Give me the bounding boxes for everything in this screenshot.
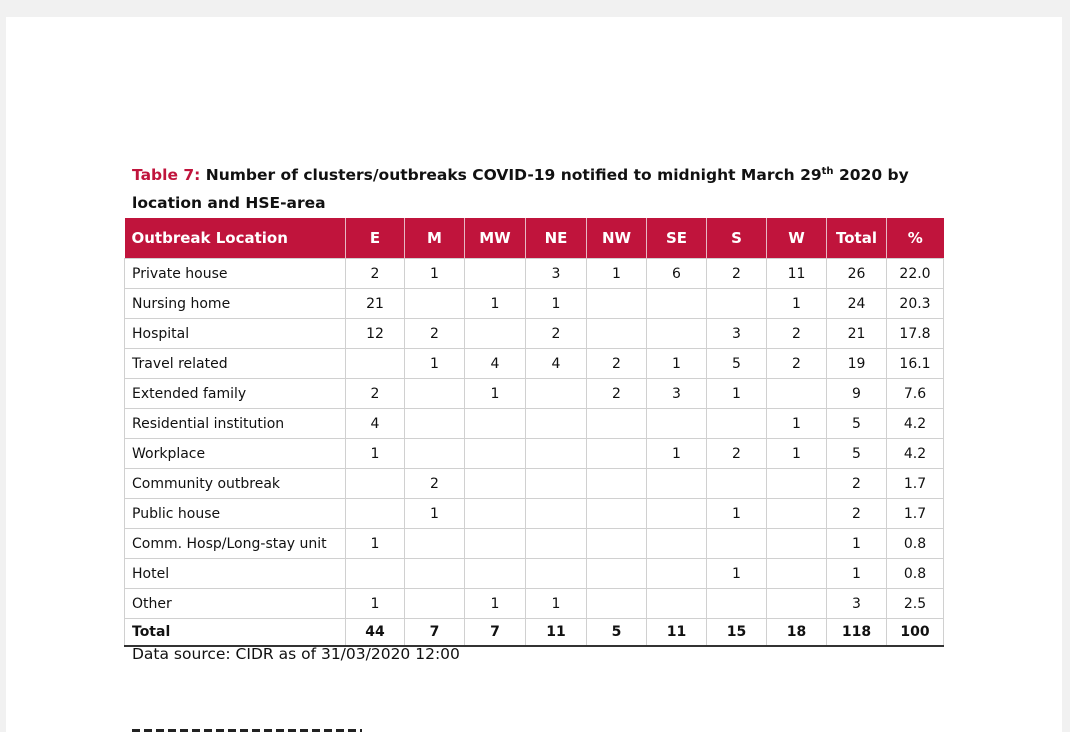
table-cell [405,379,465,409]
table-row [125,289,944,319]
table-cell [647,409,707,439]
table-caption [132,161,952,217]
table-cell: 1 [405,349,465,379]
total-cell: 18 [767,619,827,647]
table-header [125,218,944,259]
table-cell: 2 [346,379,405,409]
table-cell: 2 [707,259,767,289]
table-cell [587,559,647,589]
table-cell: 3 [526,259,587,289]
table-cell: 5 [827,439,887,469]
next-section-heading-partial [132,726,362,732]
table-cell: 1 [767,409,827,439]
row-label: Hospital [125,319,346,349]
total-row [125,619,944,647]
table-cell: 1 [405,499,465,529]
table-cell: 4.2 [887,439,944,469]
table-row [125,319,944,349]
table-cell: 4.2 [887,409,944,439]
table-cell: 1 [767,439,827,469]
table-cell [405,439,465,469]
table-cell: 1 [346,529,405,559]
table-cell: 3 [707,319,767,349]
table-cell [767,559,827,589]
table-cell [405,589,465,619]
table-cell: 2 [346,259,405,289]
table-row [125,439,944,469]
column-header: % [887,218,944,259]
row-label: Workplace [125,439,346,469]
column-header: NW [587,218,647,259]
total-cell: 118 [827,619,887,647]
column-header: Outbreak Location [125,218,346,259]
table-cell [647,499,707,529]
total-cell: 15 [707,619,767,647]
table-cell: 2.5 [887,589,944,619]
table-cell: 16.1 [887,349,944,379]
table-cell [647,589,707,619]
row-label: Public house [125,499,346,529]
caption-text-end: 2020 by location and HSE-area [132,166,909,212]
row-label: Private house [125,259,346,289]
table-cell: 26 [827,259,887,289]
table-cell: 3 [647,379,707,409]
table-row [125,349,944,379]
header-row [125,218,944,259]
table-cell: 1 [346,439,405,469]
table-cell [707,589,767,619]
table-cell [405,289,465,319]
table-cell [526,559,587,589]
table-cell [587,289,647,319]
table-cell [405,529,465,559]
column-header: W [767,218,827,259]
table-cell [767,379,827,409]
table-row [125,589,944,619]
table-row [125,379,944,409]
table-cell: 0.8 [887,529,944,559]
row-label: Community outbreak [125,469,346,499]
table-cell: 19 [827,349,887,379]
table-cell [587,469,647,499]
table-cell [465,259,526,289]
table-cell [767,529,827,559]
table-row [125,469,944,499]
table-cell: 1 [587,259,647,289]
row-label: Residential institution [125,409,346,439]
table-cell: 20.3 [887,289,944,319]
table-cell: 1 [827,529,887,559]
table-cell: 5 [707,349,767,379]
total-cell: 7 [465,619,526,647]
outbreaks-table [124,218,944,647]
table-cell: 2 [405,469,465,499]
table-cell [346,559,405,589]
total-cell: 11 [647,619,707,647]
table-cell: 1 [465,589,526,619]
caption-text: Number of clusters/outbreaks COVID-19 notified to midnight March 29 [200,166,822,184]
table-cell: 21 [346,289,405,319]
table-cell: 21 [827,319,887,349]
column-header: MW [465,218,526,259]
table-cell: 1 [405,259,465,289]
table-cell: 3 [827,589,887,619]
table-cell: 1.7 [887,469,944,499]
table-cell [587,409,647,439]
table-cell: 4 [526,349,587,379]
total-cell: 5 [587,619,647,647]
total-cell: 44 [346,619,405,647]
table-cell: 1 [647,349,707,379]
table-cell [647,289,707,319]
table-cell: 2 [767,349,827,379]
row-label: Comm. Hosp/Long-stay unit [125,529,346,559]
table-cell [587,529,647,559]
row-label: Nursing home [125,289,346,319]
column-header: M [405,218,465,259]
total-label: Total [125,619,346,647]
table-cell: 1 [707,559,767,589]
table-cell: 0.8 [887,559,944,589]
table-row [125,259,944,289]
table-cell [587,499,647,529]
table-cell [465,319,526,349]
data-source-note: Data source: CIDR as of 31/03/2020 12:00 [132,645,460,663]
table-cell [405,559,465,589]
table-cell: 1 [647,439,707,469]
table-row [125,559,944,589]
table-cell [767,469,827,499]
caption-label: Table 7: [132,166,201,184]
table-cell [465,469,526,499]
table-cell [465,559,526,589]
table-row [125,499,944,529]
table-cell: 4 [346,409,405,439]
table-cell: 1 [465,379,526,409]
table-cell: 22.0 [887,259,944,289]
table-cell: 24 [827,289,887,319]
table-cell: 2 [827,469,887,499]
table-cell [526,379,587,409]
table-cell [526,529,587,559]
table-body [125,259,944,647]
table-cell [465,499,526,529]
table-cell [707,529,767,559]
table-cell [647,559,707,589]
table-cell: 17.8 [887,319,944,349]
column-header: S [707,218,767,259]
table-cell: 1 [526,289,587,319]
table-cell [526,469,587,499]
table-cell: 5 [827,409,887,439]
table-cell: 1 [707,499,767,529]
row-label: Hotel [125,559,346,589]
column-header: NE [526,218,587,259]
table-cell: 2 [767,319,827,349]
total-cell: 100 [887,619,944,647]
table-cell [647,529,707,559]
row-label: Travel related [125,349,346,379]
table-cell [587,439,647,469]
caption-superscript: th [821,166,834,177]
table-cell: 4 [465,349,526,379]
table-cell: 6 [647,259,707,289]
table-cell [587,319,647,349]
table-cell: 2 [405,319,465,349]
table-cell [707,289,767,319]
table-cell [587,589,647,619]
table-cell: 1 [526,589,587,619]
table-cell [465,409,526,439]
table-cell [526,409,587,439]
table-cell: 7.6 [887,379,944,409]
table-cell: 11 [767,259,827,289]
total-cell: 7 [405,619,465,647]
table-cell: 12 [346,319,405,349]
table-cell [405,409,465,439]
table-cell [767,589,827,619]
column-header: Total [827,218,887,259]
table-cell: 2 [526,319,587,349]
table-cell [346,349,405,379]
table-cell [707,469,767,499]
table-cell: 2 [827,499,887,529]
table-cell: 1 [346,589,405,619]
table-cell [647,319,707,349]
column-header: E [346,218,405,259]
table-cell: 1 [465,289,526,319]
table-cell: 2 [587,379,647,409]
table-cell [767,499,827,529]
total-cell: 11 [526,619,587,647]
table-cell: 9 [827,379,887,409]
table-cell [346,469,405,499]
table-cell [707,409,767,439]
table-cell: 1.7 [887,499,944,529]
row-label: Other [125,589,346,619]
table-cell: 1 [707,379,767,409]
table-cell: 2 [707,439,767,469]
table-cell [526,499,587,529]
table-cell: 2 [587,349,647,379]
table-cell: 1 [767,289,827,319]
table-cell [346,499,405,529]
table-row [125,409,944,439]
table-row [125,529,944,559]
table-cell [526,439,587,469]
table-cell [465,529,526,559]
table-cell [465,439,526,469]
row-label: Extended family [125,379,346,409]
table-cell [647,469,707,499]
column-header: SE [647,218,707,259]
table-cell: 1 [827,559,887,589]
